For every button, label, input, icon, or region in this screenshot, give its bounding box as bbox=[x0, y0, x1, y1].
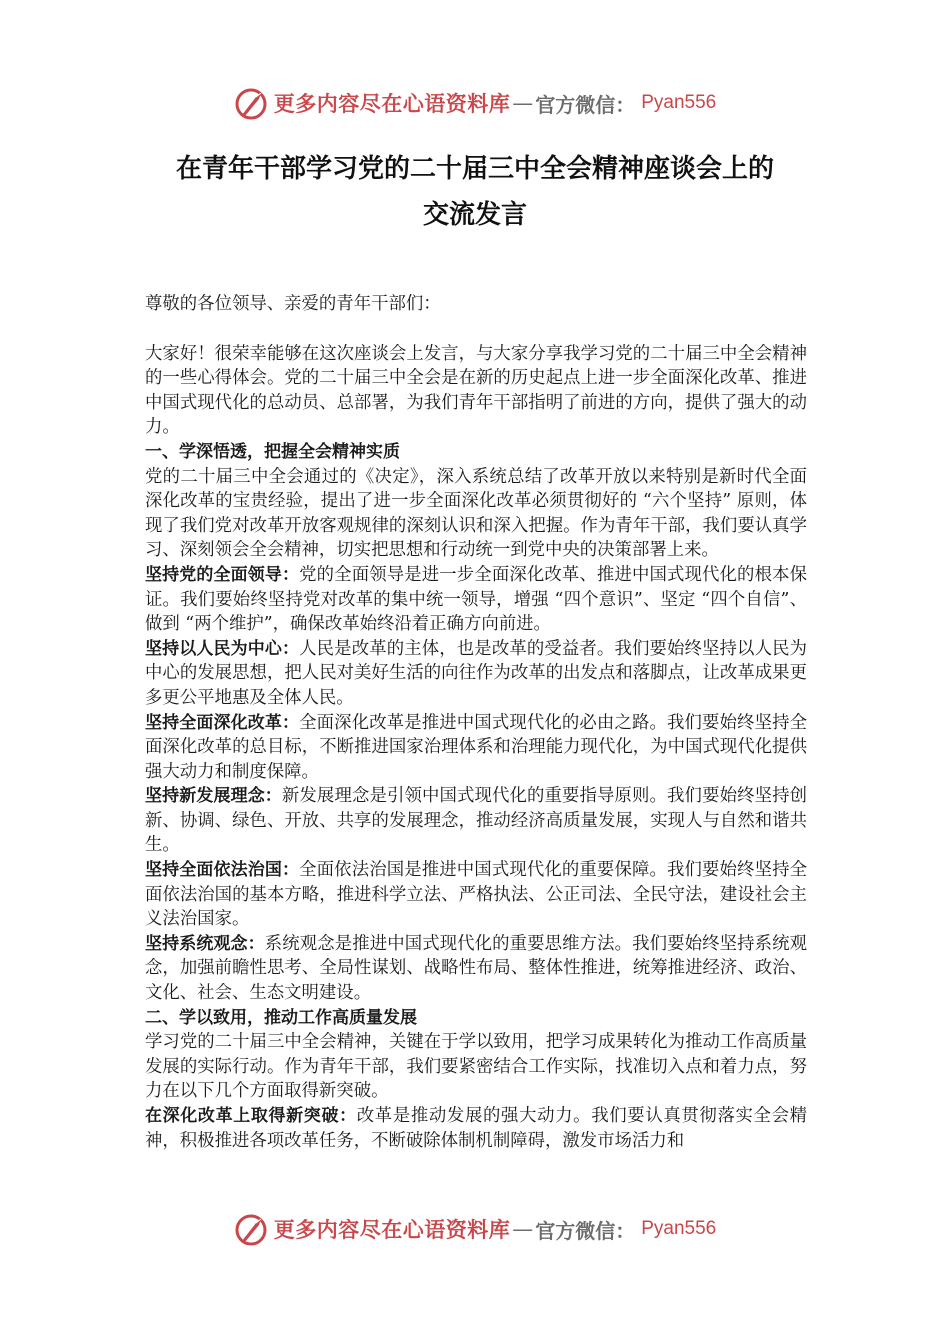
principle-item bbox=[145, 637, 807, 711]
banner-official-label: 官方微信： bbox=[535, 1218, 636, 1243]
document-body bbox=[145, 292, 807, 1153]
principle-lead: 坚持系统观念： bbox=[145, 933, 265, 954]
breakthrough-lead: 在深化改革上取得新突破： bbox=[145, 1106, 357, 1126]
principle-lead: 坚持全面深化改革： bbox=[145, 712, 300, 733]
pen-logo-icon bbox=[234, 1211, 270, 1247]
title-line-2: 交流发言 bbox=[422, 200, 527, 230]
principle-item bbox=[145, 932, 807, 1006]
principle-item bbox=[145, 711, 807, 785]
title-line-1: 在青年干部学习党的二十届三中全会精神座谈会上的 bbox=[175, 154, 774, 184]
pen-logo-icon bbox=[234, 85, 270, 121]
banner-site-name: 更多内容尽在心语资料库 bbox=[273, 1217, 511, 1242]
section-1-text: 党的二十届三中全会通过的《决定》，深入系统总结了改革开放以来特别是新时代全面深化改革的宝贵经验，提出了进一步全面深化改革必须贯彻好的 “六个坚持” 原则，体现了我们党对改革开放客观规律的深刻认识和深入把握。作为青年干部，我们要认真学习、深刻领会全会精神，切实把思想和行动统一到党中央的决策部署上来。 bbox=[145, 466, 807, 561]
banner-separator: — bbox=[512, 1217, 534, 1241]
intro-paragraph: 大家好！很荣幸能够在这次座谈会上发言，与大家分享我学习党的二十届三中全会精神的一些心得体会。党的二十届三中全会是在新的历史起点上进一步全面深化改革、推进中国式现代化的总动员、总部署，为我们青年干部指明了前进的方向，提供了强大的动力。 bbox=[145, 343, 807, 438]
principle-lead: 坚持以人民为中心： bbox=[145, 638, 300, 659]
principle-item bbox=[145, 563, 807, 637]
principle-item bbox=[145, 784, 807, 858]
footer-banner bbox=[0, 1209, 950, 1249]
section-1-heading: 一、学深悟透，把握全会精神实质 bbox=[145, 441, 400, 462]
banner-wechat-id: Pyan556 bbox=[641, 1218, 717, 1239]
document-title bbox=[90, 146, 860, 238]
principle-lead: 坚持全面依法治国： bbox=[145, 860, 300, 881]
section-2-text: 学习党的二十届三中全会精神，关键在于学以致用，把学习成果转化为推动工作高质量发展的实际行动。作为青年干部，我们要紧密结合工作实际，找准切入点和着力点，努力在以下几个方面取得新突破。 bbox=[145, 1032, 807, 1102]
header-banner bbox=[0, 83, 950, 123]
principle-lead: 坚持党的全面领导： bbox=[145, 564, 300, 585]
principle-text: 系统观念是推进中国式现代化的重要思维方法。我们要始终坚持系统观念，加强前瞻性思考、全局性谋划、战略性布局、整体性推进，统筹推进经济、政治、文化、社会、生态文明建设。 bbox=[145, 933, 807, 1004]
banner-site-name: 更多内容尽在心语资料库 bbox=[273, 91, 511, 116]
principle-text: 新发展理念是引领中国式现代化的重要指导原则。我们要始终坚持创新、协调、绿色、开放、共享的发展理念，推动经济高质量发展，实现人与自然和谐共生。 bbox=[145, 786, 807, 856]
banner-separator: — bbox=[512, 91, 534, 115]
banner-official-label: 官方微信： bbox=[535, 92, 636, 117]
banner-wechat-id: Pyan556 bbox=[641, 92, 717, 113]
principle-item bbox=[145, 858, 807, 932]
salutation: 尊敬的各位领导、亲爱的青年干部们： bbox=[145, 294, 441, 314]
breakthrough-item bbox=[145, 1104, 807, 1153]
section-2-heading: 二、学以致用，推动工作高质量发展 bbox=[145, 1007, 417, 1028]
principle-text: 党的全面领导是进一步全面深化改革、推进中国式现代化的根本保证。我们要始终坚持党对改革的集中统一领导，增强 “四个意识”、坚定 “四个自信”、做到 “两个维护”，确保改革始终沿着正确方向前进。 bbox=[145, 564, 807, 635]
breakthrough-text: 改革是推动发展的强大动力。我们要认真贯彻落实全会精神，积极推进各项改革任务，不断破除体制机制障碍，激发市场活力和 bbox=[145, 1106, 807, 1151]
principle-text: 全面依法治国是推进中国式现代化的重要保障。我们要始终坚持全面依法治国的基本方略，推进科学立法、严格执法、公正司法、全民守法，建设社会主义法治国家。 bbox=[145, 860, 807, 930]
principle-text: 人民是改革的主体，也是改革的受益者。我们要始终坚持以人民为中心的发展思想，把人民对美好生活的向往作为改革的出发点和落脚点，让改革成果更多更公平地惠及全体人民。 bbox=[145, 638, 807, 708]
principle-text: 全面深化改革是推进中国式现代化的必由之路。我们要始终坚持全面深化改革的总目标，不断推进国家治理体系和治理能力现代化，为中国式现代化提供强大动力和制度保障。 bbox=[145, 712, 807, 782]
principle-lead: 坚持新发展理念： bbox=[145, 786, 282, 807]
